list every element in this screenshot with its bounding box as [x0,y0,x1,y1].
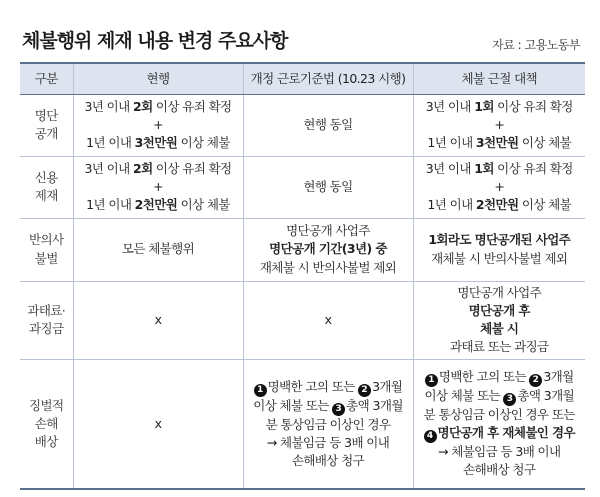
table-row [20,281,585,359]
table-row [20,359,585,489]
page-title: 체불행위 제재 내용 변경 주요사항 [22,30,288,52]
cell-plan [413,156,585,218]
category-line: 징벌적 [29,397,64,413]
cell-text: 손해배상 청구 [291,452,365,468]
table-header-row [20,63,585,94]
comparison-table [20,62,585,490]
cell-revised [243,281,413,359]
cell-text: 이상 체불 또는 [253,397,333,413]
cell-current [73,156,243,218]
column-header-plan: 체불 근절 대책 [413,63,585,94]
cell-text: 손해배상 청구 [463,462,536,478]
column-header-current: 현행 [73,63,243,94]
circled-number-badge [358,384,371,397]
circled-number-badge [425,374,438,387]
cell-line [416,368,584,387]
circled-number-digit: 2 [361,384,368,395]
cell-text: 총액 3개월 [517,388,575,404]
cell-line [416,320,584,338]
cell-text: + [494,116,505,132]
category-line: 과태료· [27,302,66,318]
circled-number-digit: 2 [532,375,539,386]
cell-line [76,134,241,152]
cell-line [76,116,241,134]
cell-line [416,406,584,424]
cell-text: 3천만원 [475,135,519,151]
category-line: 과징금 [29,321,64,336]
cell-line [76,311,241,329]
cell-text: + [153,178,163,194]
cell-line [246,259,411,277]
cell-text: + [153,116,163,132]
cell-revised [243,94,413,156]
cell-text: 모든 체불행위 [121,241,195,257]
circled-number-badge [424,430,437,443]
cell-text: 이상 유죄 확정 [152,98,232,114]
cell-line [416,302,584,320]
cell-text: 명단공개 사업주 [457,284,542,300]
cell-line [246,434,411,452]
category-line: 명단 [34,107,58,123]
cell-text: 체불 시 [480,321,519,336]
cell-plan [413,94,585,156]
cell-text: 1회라도 명단공개된 사업주 [428,232,571,248]
circled-number-badge [529,374,542,387]
category-line: 제재 [34,188,58,203]
cell-text: 이상 체불 [177,197,230,213]
row-category [20,359,73,489]
cell-line [416,250,584,268]
cell-text: 이상 체불 [177,135,230,151]
cell-text: 1년 이내 [86,135,135,151]
cell-text: 이상 유죄 확정 [493,160,573,176]
cell-text: → 체불임금 등 3배 이내 [266,434,390,450]
cell-text: 1회 [474,160,494,176]
cell-text: 현행 동일 [303,116,353,132]
column-header-category: 구분 [20,63,73,94]
circled-number-digit: 3 [335,403,342,414]
cell-line [416,98,584,116]
cell-text: 과태료 또는 과징금 [449,339,549,355]
cell-text: 이상 체불 [518,197,572,213]
cell-text: 명단공개 사업주 [286,223,370,239]
cell-text: 이상 체불 [518,135,572,151]
category-line: 공개 [34,126,58,141]
category-line: 손해 [34,415,58,431]
cell-text: 재체불 시 반의사불벌 제외 [431,250,568,266]
cell-text: 2천만원 [134,197,178,213]
cell-text: 이상 체불 또는 [424,388,504,404]
category-line: 불벌 [34,250,58,266]
cell-text: x [324,311,332,327]
cell-text: 명백한 고의 또는 [267,378,359,394]
category-line: 신용 [34,169,58,185]
cell-current [73,94,243,156]
cell-text: 분 통상임금 이상인 경우 [265,416,391,432]
cell-text: 1년 이내 [427,135,476,151]
cell-line [416,231,584,249]
cell-text: + [494,178,505,194]
cell-current [73,281,243,359]
cell-text: 현행 동일 [303,178,353,194]
cell-text: 3년 이내 [425,98,475,114]
cell-text: 3년 이내 [84,160,133,176]
cell-text: 이상 유죄 확정 [493,98,573,114]
cell-revised [243,359,413,489]
cell-line [416,424,584,443]
source-note: 자료 : 고용노동부 [492,38,580,52]
cell-line [416,134,584,152]
cell-line [76,240,241,258]
circled-number-digit: 4 [426,431,434,442]
cell-text: 3개월 [543,369,574,385]
cell-text: 명백한 고의 또는 [438,369,530,385]
cell-line [246,397,411,416]
cell-text: x [154,311,162,327]
circled-number-digit: 3 [506,394,514,405]
cell-plan [413,218,585,281]
cell-line [246,452,411,470]
cell-text: → 체불임금 등 3배 이내 [437,444,561,460]
cell-line [246,178,411,196]
cell-text: 2천만원 [475,197,519,213]
cell-line [416,284,584,302]
header [0,0,600,62]
cell-text: 분 통상임금 이상인 경우 또는 [423,407,575,423]
cell-line [416,443,584,461]
cell-line [416,387,584,406]
table-row [20,156,585,218]
table-row [20,218,585,281]
cell-line [246,311,411,329]
circled-number-digit: 1 [256,384,264,395]
cell-text: 1회 [474,98,494,114]
cell-text: x [154,415,162,431]
cell-line [246,240,411,258]
row-category [20,281,73,359]
cell-line [246,116,411,134]
cell-line [76,160,241,178]
cell-text: 명단공개 후 [468,302,530,318]
row-category [20,94,73,156]
cell-text: 명단공개 후 재체불인 경우 [437,425,575,441]
cell-plan [413,281,585,359]
cell-line [416,196,584,214]
cell-line [76,196,241,214]
row-category [20,218,73,281]
table-body [20,94,585,489]
cell-revised [243,218,413,281]
table-row [20,94,585,156]
cell-text: 명단공개 기간(3년) 중 [269,241,387,257]
cell-text: 2회 [132,98,153,114]
cell-text: 3개월 [372,378,403,394]
cell-current [73,218,243,281]
category-line: 반의사 [29,232,64,248]
cell-text: 총액 3개월 [346,397,403,413]
cell-line [416,116,584,134]
cell-revised [243,156,413,218]
cell-text: 2회 [132,160,153,176]
cell-text: 1년 이내 [427,197,476,213]
circled-number-badge [254,384,267,397]
cell-line [76,178,241,196]
cell-text: 재체불 시 반의사불벌 제외 [259,259,397,275]
cell-line [246,378,411,397]
cell-text: 이상 유죄 확정 [152,160,232,176]
cell-text: 3천만원 [134,135,178,151]
circled-number-badge [332,403,345,416]
cell-line [246,416,411,434]
cell-current [73,359,243,489]
cell-line [416,178,584,196]
cell-text: 3년 이내 [84,98,133,114]
circled-number-digit: 1 [428,375,435,386]
category-line: 배상 [34,433,58,449]
circled-number-badge [503,393,516,406]
cell-text: 1년 이내 [86,197,135,213]
cell-plan [413,359,585,489]
cell-line [76,98,241,116]
cell-text: 3년 이내 [425,160,475,176]
row-category [20,156,73,218]
cell-line [246,222,411,240]
cell-line [416,338,584,356]
column-header-revised: 개정 근로기준법 (10.23 시행) [243,63,413,94]
cell-line [416,461,584,479]
cell-line [416,160,584,178]
cell-line [76,415,241,433]
